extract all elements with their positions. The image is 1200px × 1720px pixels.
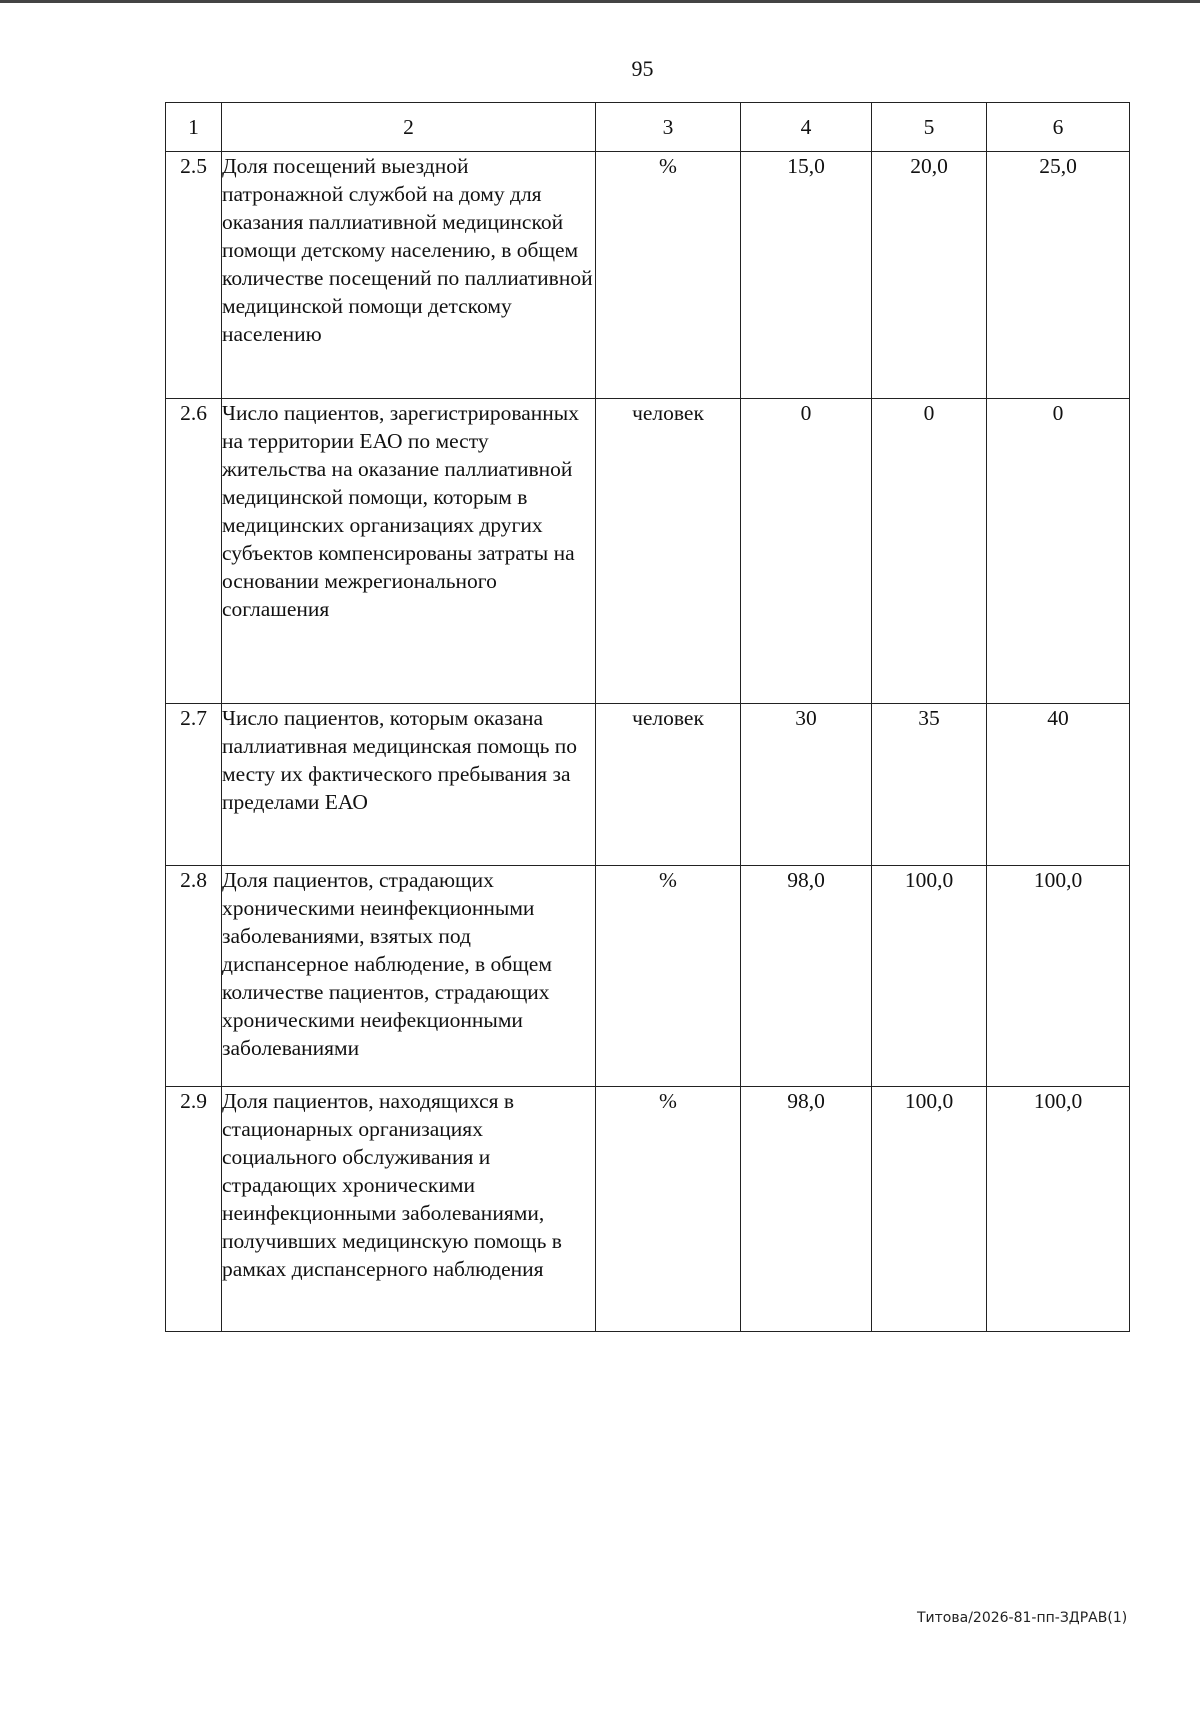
unit-cell: % bbox=[596, 866, 741, 1087]
value-col-6: 40 bbox=[987, 704, 1130, 866]
row-number: 2.5 bbox=[166, 152, 222, 399]
value-col-5: 20,0 bbox=[872, 152, 987, 399]
indicator-name: Доля посещений выездной патронажной службой на дому для оказания паллиативной медицинской помощи детскому населению, в общем количестве посещений по паллиативной медицинской помощи детскому населению bbox=[222, 152, 596, 399]
value-col-6: 100,0 bbox=[987, 866, 1130, 1087]
value-col-4: 15,0 bbox=[741, 152, 872, 399]
indicator-name: Доля пациентов, находящихся в стационарных организациях социального обслуживания и страдающих хроническими неинфекционными заболеваниями, получивших медицинскую помощь в рамках диспансерного наблюдения bbox=[222, 1087, 596, 1332]
value-col-4: 30 bbox=[741, 704, 872, 866]
unit-cell: % bbox=[596, 152, 741, 399]
table-row bbox=[166, 399, 1130, 704]
header-col-3: 3 bbox=[596, 103, 741, 152]
value-col-6: 0 bbox=[987, 399, 1130, 704]
header-col-1: 1 bbox=[166, 103, 222, 152]
unit-cell: человек bbox=[596, 399, 741, 704]
table-row bbox=[166, 152, 1130, 399]
row-number: 2.6 bbox=[166, 399, 222, 704]
indicator-name: Доля пациентов, страдающих хроническими неинфекционными заболеваниями, взятых под диспансерное наблюдение, в общем количестве пациентов, страдающих хроническими неифекционными заболеваниями bbox=[222, 866, 596, 1087]
header-col-4: 4 bbox=[741, 103, 872, 152]
header-col-5: 5 bbox=[872, 103, 987, 152]
row-number: 2.9 bbox=[166, 1087, 222, 1332]
value-col-6: 100,0 bbox=[987, 1087, 1130, 1332]
value-col-5: 0 bbox=[872, 399, 987, 704]
page-number: 95 bbox=[631, 56, 654, 81]
value-col-5: 35 bbox=[872, 704, 987, 866]
unit-cell: % bbox=[596, 1087, 741, 1332]
indicator-name: Число пациентов, зарегистрированных на территории ЕАО по месту жительства на оказание паллиативной медицинской помощи, которым в медицинских организациях других субъектов компенсированы затраты на основании межрегионального соглашения bbox=[222, 399, 596, 704]
document-footer-code: Титова/2026-81-пп-ЗДРАВ(1) bbox=[917, 1610, 1128, 1626]
value-col-4: 98,0 bbox=[741, 1087, 872, 1332]
header-col-2: 2 bbox=[222, 103, 596, 152]
value-col-5: 100,0 bbox=[872, 1087, 987, 1332]
row-number: 2.7 bbox=[166, 704, 222, 866]
scan-top-edge bbox=[0, 0, 1200, 3]
header-col-6: 6 bbox=[987, 103, 1130, 152]
table-row bbox=[166, 704, 1130, 866]
row-number: 2.8 bbox=[166, 866, 222, 1087]
value-col-5: 100,0 bbox=[872, 866, 987, 1087]
table-row bbox=[166, 1087, 1130, 1332]
unit-cell: человек bbox=[596, 704, 741, 866]
value-col-4: 98,0 bbox=[741, 866, 872, 1087]
value-col-4: 0 bbox=[741, 399, 872, 704]
value-col-6: 25,0 bbox=[987, 152, 1130, 399]
indicators-table bbox=[165, 102, 1130, 1332]
table-header-row bbox=[166, 103, 1130, 152]
table-row bbox=[166, 866, 1130, 1087]
indicator-name: Число пациентов, которым оказана паллиативная медицинская помощь по месту их фактического пребывания за пределами ЕАО bbox=[222, 704, 596, 866]
